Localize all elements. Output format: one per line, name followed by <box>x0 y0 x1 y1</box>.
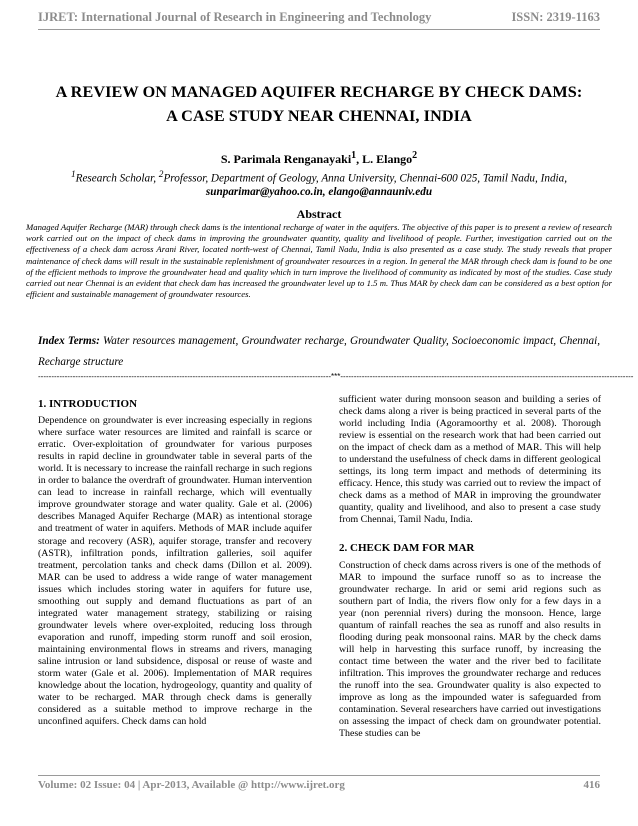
affiliation <box>38 169 600 200</box>
journal-name: IJRET: International Journal of Research in Engineering and Technology <box>38 10 432 24</box>
issn: ISSN: 2319-1163 <box>511 10 600 24</box>
author-2-superscript: 2 <box>412 150 418 161</box>
footer-divider <box>38 775 600 776</box>
introduction-continued-paragraph: sufficient water during monsoon season and building a series of check dams along a river is being practiced in several parts of the world including India (Agoramoorthy et al. 2008). Thorough review is essential on the research work that had been carried out on the impact of check dam as a method of MAR. This will help to understand the usefulness of check dams in different geological settings, its long term impact and methods of determining its efficacy. Hence, this study was carried out to review the impact of check dams as a method of MAR in improving the groundwater quantity, quality and livelihood, and also to present a case study from Chennai, Tamil Nadu, India. <box>339 394 601 526</box>
header-divider <box>38 29 600 30</box>
right-column <box>339 394 601 740</box>
affil-part-1: Research Scholar, <box>75 172 159 185</box>
author-separator: , <box>356 152 363 166</box>
check-dam-heading: 2. CHECK DAM FOR MAR <box>339 541 475 554</box>
running-header <box>38 10 600 42</box>
affiliation-line <box>38 169 600 186</box>
affil-sup-2: 2 <box>158 170 164 180</box>
section-separator <box>38 371 634 383</box>
abstract-heading: Abstract <box>296 207 342 221</box>
separator-dashes-left: -------------------------------------------------------------------------------------------------------------- <box>38 372 332 381</box>
author-emails: sunparimar@yahoo.co.in, elango@annauniv.edu <box>205 186 433 199</box>
page-number: 416 <box>583 779 600 791</box>
index-terms <box>38 331 600 373</box>
volume-info: Volume: 02 Issue: 04 | Apr-2013, Available @ http://www.ijret.org <box>38 779 345 791</box>
author-1-superscript: 1 <box>351 150 357 161</box>
affil-sup-1: 1 <box>70 170 76 180</box>
separator-dashes-right: -------------------------------------------------------------------------------------------------------------- <box>340 372 634 381</box>
introduction-paragraph: Dependence on groundwater is ever increasing especially in regions where surface water resources are limited and rainfall is scarce or erratic. Over-exploitation of groundwater for various purposes results in rapid decline in groundwater table in several parts of the world. It is necessary to increase the rainfall recharge in such regions in order to balance the overdraft of groundwater. Human intervention can lead to increase in rainfall recharge, which will eventually improve groundwater storage and water quality. Gale et al. (2006) describes Managed Aquifer Recharge (MAR) as intentional storage and treatment of water in aquifers. Methods of MAR include aquifer storage and recovery (ASR), aquifer storage, transfer and recovery (ASTR), infiltration ponds, infiltration galleries, soil aquifer treatment, percolation tanks and check dams (Dillon et al. 2009). MAR can be used to address a wide range of water management issues which includes storing water in aquifers for future use, smoothing out supply and demand fluctuations as part of an integrated water management strategy, stabilizing or raising groundwater levels where over-exploited, reducing loss through evaporation and runoff, impeding storm runoff and soil erosion, maintaining environmental flows in streams and rivers, managing saline intrusion or land subsidence, disposal or reuse of waste and storm water (Gale et al. 2006). Implementation of MAR requires knowledge about the location, hydrogeology, quantity and quality of water to be recharged. MAR through check dams is generally considered as a suitable method to improve recharge in the unconfined aquifers. Check dams can hold <box>38 415 312 728</box>
title-line-1: A REVIEW ON MANAGED AQUIFER RECHARGE BY CHECK DAMS: <box>55 83 583 101</box>
index-terms-text: Water resources management, Groundwater recharge, Groundwater Quality, Socioeconomic impact, Chennai, Recharge structure <box>38 335 600 368</box>
author-2: L. Elango <box>362 152 413 166</box>
title-line-2: A CASE STUDY NEAR CHENNAI, INDIA <box>166 107 472 125</box>
separator-stars: *** <box>331 372 341 381</box>
author-1: S. Parimala Renganayaki <box>220 152 352 166</box>
check-dam-paragraph: Construction of check dams across rivers is one of the methods of MAR to impound the surface runoff so as to increase the groundwater recharge. In arid or semi arid regions such as southern part of India, the rivers flow only for a few days in a year (non perennial rivers) during the monsoon. Hence, large quantum of rainfall reaches the sea as runoff and also results in flooding during peak monsoonal rains. MAR by the check dams will help in harvesting this surface runoff, by increasing the contact time between the water and the river bed to facilitate infiltration. This improves the groundwater recharge and reduces the runoff into the sea. Groundwater quality is also expected to improve as long as the impounded water is safeguarded from contamination. Several researchers have carried out investigations on assessing the impact of check dam on groundwater potential. These studies can be <box>339 559 601 740</box>
left-column <box>38 398 312 728</box>
abstract-text: Managed Aquifer Recharge (MAR) through check dams is the intentional recharge of water in the aquifers. The objective of this paper is to present a review of research work carried out on the impact of check dams in improving the groundwater quantity, quality and livelihood of people. Further, investigation carried out on the effectiveness of a check dam across Arani River, located north-west of Chennai, Tamil Nadu, India is also presented as a case study. The study reveals that proper maintenance of check dams will result in the sustainable replenishment of groundwater resources in a region. In general the MAR through check dam is found to be one of the efficient methods to improve the groundwater head and quality which in turn improve the livelihood of community as indicated by most of the studies. Case study carried out near Chennai is an evident that check dam has increased the groundwater level up to 1.5 m. Thus MAR by check dam can be considered as a best option for efficient and sustainable management of groundwater resources. <box>26 222 612 300</box>
affil-part-2: Professor, Department of Geology, Anna University, Chennai-600 025, Tamil Nadu, India, <box>163 172 568 185</box>
paper-title <box>38 80 600 128</box>
introduction-heading: 1. INTRODUCTION <box>38 398 138 410</box>
index-terms-label: Index Terms: <box>38 335 100 347</box>
author-list <box>38 150 600 167</box>
